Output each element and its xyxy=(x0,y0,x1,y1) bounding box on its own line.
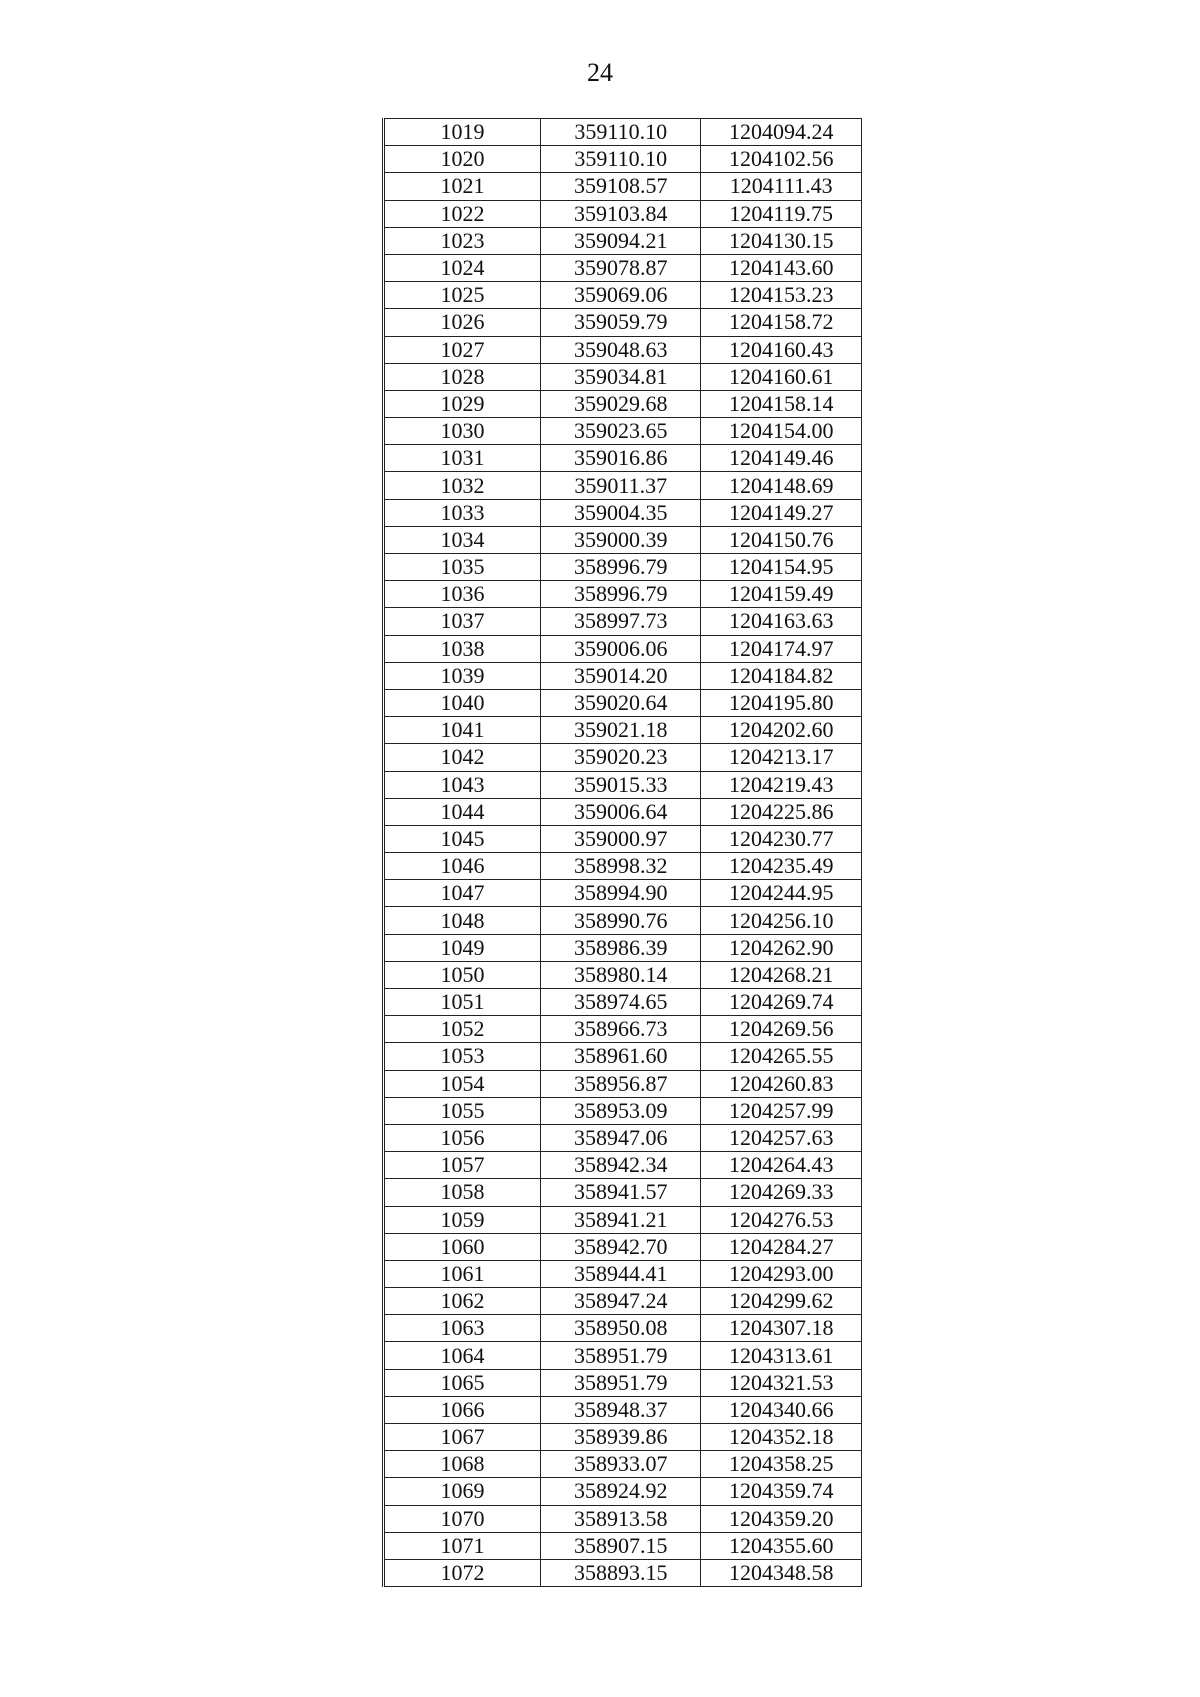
point-number-cell: 1048 xyxy=(384,907,541,934)
x-coordinate-cell: 359014.20 xyxy=(541,662,701,689)
point-number-cell: 1066 xyxy=(384,1396,541,1423)
y-coordinate-cell: 1204230.77 xyxy=(701,825,862,852)
table-row xyxy=(384,689,862,716)
y-coordinate-cell: 1204348.58 xyxy=(701,1559,862,1586)
table-row xyxy=(384,336,862,363)
point-number-cell: 1020 xyxy=(384,146,541,173)
table-row xyxy=(384,989,862,1016)
table-row xyxy=(384,934,862,961)
point-number-cell: 1033 xyxy=(384,499,541,526)
table-row xyxy=(384,635,862,662)
point-number-cell: 1038 xyxy=(384,635,541,662)
point-number-cell: 1024 xyxy=(384,254,541,281)
y-coordinate-cell: 1204160.61 xyxy=(701,363,862,390)
x-coordinate-cell: 358996.79 xyxy=(541,581,701,608)
table-row xyxy=(384,445,862,472)
table-row xyxy=(384,581,862,608)
y-coordinate-cell: 1204355.60 xyxy=(701,1532,862,1559)
point-number-cell: 1023 xyxy=(384,227,541,254)
point-number-cell: 1041 xyxy=(384,717,541,744)
x-coordinate-cell: 358941.57 xyxy=(541,1179,701,1206)
y-coordinate-cell: 1204225.86 xyxy=(701,798,862,825)
table-row xyxy=(384,771,862,798)
y-coordinate-cell: 1204153.23 xyxy=(701,282,862,309)
x-coordinate-cell: 359011.37 xyxy=(541,472,701,499)
x-coordinate-cell: 358948.37 xyxy=(541,1396,701,1423)
table-row xyxy=(384,961,862,988)
table-row xyxy=(384,1097,862,1124)
x-coordinate-cell: 359048.63 xyxy=(541,336,701,363)
point-number-cell: 1067 xyxy=(384,1424,541,1451)
point-number-cell: 1068 xyxy=(384,1451,541,1478)
y-coordinate-cell: 1204264.43 xyxy=(701,1152,862,1179)
y-coordinate-cell: 1204143.60 xyxy=(701,254,862,281)
point-number-cell: 1019 xyxy=(384,119,541,146)
y-coordinate-cell: 1204321.53 xyxy=(701,1369,862,1396)
table-row xyxy=(384,119,862,146)
y-coordinate-cell: 1204293.00 xyxy=(701,1260,862,1287)
x-coordinate-cell: 359078.87 xyxy=(541,254,701,281)
table-row xyxy=(384,1342,862,1369)
point-number-cell: 1035 xyxy=(384,554,541,581)
point-number-cell: 1064 xyxy=(384,1342,541,1369)
point-number-cell: 1029 xyxy=(384,390,541,417)
table-row xyxy=(384,1179,862,1206)
x-coordinate-cell: 358947.06 xyxy=(541,1124,701,1151)
point-number-cell: 1058 xyxy=(384,1179,541,1206)
x-coordinate-cell: 358939.86 xyxy=(541,1424,701,1451)
page-number: 24 xyxy=(587,58,613,87)
x-coordinate-cell: 358942.34 xyxy=(541,1152,701,1179)
table-row xyxy=(384,608,862,635)
point-number-cell: 1034 xyxy=(384,526,541,553)
y-coordinate-cell: 1204163.63 xyxy=(701,608,862,635)
x-coordinate-cell: 359020.23 xyxy=(541,744,701,771)
y-coordinate-cell: 1204158.14 xyxy=(701,390,862,417)
x-coordinate-cell: 358951.79 xyxy=(541,1342,701,1369)
x-coordinate-cell: 358994.90 xyxy=(541,880,701,907)
x-coordinate-cell: 358893.15 xyxy=(541,1559,701,1586)
x-coordinate-cell: 358942.70 xyxy=(541,1233,701,1260)
table-row xyxy=(384,1260,862,1287)
table-row xyxy=(384,363,862,390)
x-coordinate-cell: 358996.79 xyxy=(541,554,701,581)
y-coordinate-cell: 1204213.17 xyxy=(701,744,862,771)
x-coordinate-cell: 359103.84 xyxy=(541,200,701,227)
point-number-cell: 1062 xyxy=(384,1288,541,1315)
point-number-cell: 1027 xyxy=(384,336,541,363)
table-row xyxy=(384,1043,862,1070)
x-coordinate-cell: 358966.73 xyxy=(541,1016,701,1043)
table-row xyxy=(384,200,862,227)
point-number-cell: 1047 xyxy=(384,880,541,907)
y-coordinate-cell: 1204148.69 xyxy=(701,472,862,499)
y-coordinate-cell: 1204358.25 xyxy=(701,1451,862,1478)
table-row xyxy=(384,472,862,499)
table-row xyxy=(384,418,862,445)
x-coordinate-cell: 358950.08 xyxy=(541,1315,701,1342)
point-number-cell: 1070 xyxy=(384,1505,541,1532)
y-coordinate-cell: 1204174.97 xyxy=(701,635,862,662)
x-coordinate-cell: 358974.65 xyxy=(541,989,701,1016)
y-coordinate-cell: 1204102.56 xyxy=(701,146,862,173)
y-coordinate-cell: 1204340.66 xyxy=(701,1396,862,1423)
x-coordinate-cell: 359015.33 xyxy=(541,771,701,798)
point-number-cell: 1043 xyxy=(384,771,541,798)
y-coordinate-cell: 1204352.18 xyxy=(701,1424,862,1451)
y-coordinate-cell: 1204257.63 xyxy=(701,1124,862,1151)
point-number-cell: 1054 xyxy=(384,1070,541,1097)
table-row xyxy=(384,254,862,281)
y-coordinate-cell: 1204269.56 xyxy=(701,1016,862,1043)
point-number-cell: 1055 xyxy=(384,1097,541,1124)
point-number-cell: 1021 xyxy=(384,173,541,200)
point-number-cell: 1042 xyxy=(384,744,541,771)
x-coordinate-cell: 359110.10 xyxy=(541,119,701,146)
point-number-cell: 1031 xyxy=(384,445,541,472)
x-coordinate-cell: 359006.06 xyxy=(541,635,701,662)
table-row xyxy=(384,853,862,880)
table-row xyxy=(384,907,862,934)
y-coordinate-cell: 1204094.24 xyxy=(701,119,862,146)
y-coordinate-cell: 1204158.72 xyxy=(701,309,862,336)
y-coordinate-cell: 1204154.00 xyxy=(701,418,862,445)
table-row xyxy=(384,1478,862,1505)
x-coordinate-cell: 359006.64 xyxy=(541,798,701,825)
x-coordinate-cell: 359034.81 xyxy=(541,363,701,390)
y-coordinate-cell: 1204160.43 xyxy=(701,336,862,363)
x-coordinate-cell: 358953.09 xyxy=(541,1097,701,1124)
x-coordinate-cell: 358947.24 xyxy=(541,1288,701,1315)
table-row xyxy=(384,173,862,200)
table-row xyxy=(384,1152,862,1179)
y-coordinate-cell: 1204235.49 xyxy=(701,853,862,880)
table-row xyxy=(384,309,862,336)
y-coordinate-cell: 1204219.43 xyxy=(701,771,862,798)
x-coordinate-cell: 359108.57 xyxy=(541,173,701,200)
y-coordinate-cell: 1204150.76 xyxy=(701,526,862,553)
y-coordinate-cell: 1204256.10 xyxy=(701,907,862,934)
point-number-cell: 1056 xyxy=(384,1124,541,1151)
x-coordinate-cell: 358944.41 xyxy=(541,1260,701,1287)
point-number-cell: 1061 xyxy=(384,1260,541,1287)
x-coordinate-cell: 358907.15 xyxy=(541,1532,701,1559)
x-coordinate-cell: 359029.68 xyxy=(541,390,701,417)
x-coordinate-cell: 359020.64 xyxy=(541,689,701,716)
x-coordinate-cell: 359069.06 xyxy=(541,282,701,309)
y-coordinate-cell: 1204202.60 xyxy=(701,717,862,744)
point-number-cell: 1053 xyxy=(384,1043,541,1070)
y-coordinate-cell: 1204284.27 xyxy=(701,1233,862,1260)
y-coordinate-cell: 1204111.43 xyxy=(701,173,862,200)
point-number-cell: 1050 xyxy=(384,961,541,988)
y-coordinate-cell: 1204269.33 xyxy=(701,1179,862,1206)
table-row xyxy=(384,744,862,771)
point-number-cell: 1025 xyxy=(384,282,541,309)
point-number-cell: 1069 xyxy=(384,1478,541,1505)
point-number-cell: 1057 xyxy=(384,1152,541,1179)
x-coordinate-cell: 358933.07 xyxy=(541,1451,701,1478)
table-row xyxy=(384,1016,862,1043)
x-coordinate-cell: 359023.65 xyxy=(541,418,701,445)
y-coordinate-cell: 1204195.80 xyxy=(701,689,862,716)
point-number-cell: 1028 xyxy=(384,363,541,390)
x-coordinate-cell: 358961.60 xyxy=(541,1043,701,1070)
y-coordinate-cell: 1204149.46 xyxy=(701,445,862,472)
table-row xyxy=(384,1206,862,1233)
y-coordinate-cell: 1204359.74 xyxy=(701,1478,862,1505)
table-row xyxy=(384,1559,862,1586)
y-coordinate-cell: 1204265.55 xyxy=(701,1043,862,1070)
table-row xyxy=(384,282,862,309)
y-coordinate-cell: 1204119.75 xyxy=(701,200,862,227)
y-coordinate-cell: 1204154.95 xyxy=(701,554,862,581)
point-number-cell: 1039 xyxy=(384,662,541,689)
point-number-cell: 1060 xyxy=(384,1233,541,1260)
table-row xyxy=(384,717,862,744)
point-number-cell: 1051 xyxy=(384,989,541,1016)
point-number-cell: 1065 xyxy=(384,1369,541,1396)
table-row xyxy=(384,499,862,526)
x-coordinate-cell: 358941.21 xyxy=(541,1206,701,1233)
x-coordinate-cell: 359000.39 xyxy=(541,526,701,553)
point-number-cell: 1071 xyxy=(384,1532,541,1559)
point-number-cell: 1044 xyxy=(384,798,541,825)
x-coordinate-cell: 358913.58 xyxy=(541,1505,701,1532)
table-row xyxy=(384,1288,862,1315)
point-number-cell: 1059 xyxy=(384,1206,541,1233)
table-row xyxy=(384,390,862,417)
y-coordinate-cell: 1204130.15 xyxy=(701,227,862,254)
table-row xyxy=(384,880,862,907)
x-coordinate-cell: 359016.86 xyxy=(541,445,701,472)
table-row xyxy=(384,1233,862,1260)
table-row xyxy=(384,1124,862,1151)
x-coordinate-cell: 358998.32 xyxy=(541,853,701,880)
y-coordinate-cell: 1204244.95 xyxy=(701,880,862,907)
point-number-cell: 1037 xyxy=(384,608,541,635)
coordinates-table xyxy=(382,118,862,1587)
point-number-cell: 1049 xyxy=(384,934,541,961)
point-number-cell: 1063 xyxy=(384,1315,541,1342)
y-coordinate-cell: 1204359.20 xyxy=(701,1505,862,1532)
table-row xyxy=(384,1396,862,1423)
y-coordinate-cell: 1204276.53 xyxy=(701,1206,862,1233)
table-row xyxy=(384,1369,862,1396)
y-coordinate-cell: 1204149.27 xyxy=(701,499,862,526)
point-number-cell: 1026 xyxy=(384,309,541,336)
point-number-cell: 1045 xyxy=(384,825,541,852)
y-coordinate-cell: 1204159.49 xyxy=(701,581,862,608)
table-row xyxy=(384,227,862,254)
x-coordinate-cell: 358980.14 xyxy=(541,961,701,988)
point-number-cell: 1072 xyxy=(384,1559,541,1586)
table-row xyxy=(384,825,862,852)
table-row xyxy=(384,526,862,553)
table-row xyxy=(384,1070,862,1097)
point-number-cell: 1030 xyxy=(384,418,541,445)
x-coordinate-cell: 359004.35 xyxy=(541,499,701,526)
point-number-cell: 1052 xyxy=(384,1016,541,1043)
table-row xyxy=(384,662,862,689)
table-row xyxy=(384,1505,862,1532)
x-coordinate-cell: 359021.18 xyxy=(541,717,701,744)
point-number-cell: 1032 xyxy=(384,472,541,499)
y-coordinate-cell: 1204269.74 xyxy=(701,989,862,1016)
y-coordinate-cell: 1204299.62 xyxy=(701,1288,862,1315)
y-coordinate-cell: 1204307.18 xyxy=(701,1315,862,1342)
y-coordinate-cell: 1204262.90 xyxy=(701,934,862,961)
x-coordinate-cell: 359059.79 xyxy=(541,309,701,336)
x-coordinate-cell: 358997.73 xyxy=(541,608,701,635)
x-coordinate-cell: 358986.39 xyxy=(541,934,701,961)
point-number-cell: 1046 xyxy=(384,853,541,880)
table-row xyxy=(384,1532,862,1559)
point-number-cell: 1022 xyxy=(384,200,541,227)
y-coordinate-cell: 1204268.21 xyxy=(701,961,862,988)
point-number-cell: 1036 xyxy=(384,581,541,608)
x-coordinate-cell: 358956.87 xyxy=(541,1070,701,1097)
y-coordinate-cell: 1204260.83 xyxy=(701,1070,862,1097)
point-number-cell: 1040 xyxy=(384,689,541,716)
table-row xyxy=(384,798,862,825)
table-row xyxy=(384,1315,862,1342)
x-coordinate-cell: 359000.97 xyxy=(541,825,701,852)
x-coordinate-cell: 358924.92 xyxy=(541,1478,701,1505)
table-row xyxy=(384,1451,862,1478)
x-coordinate-cell: 358990.76 xyxy=(541,907,701,934)
y-coordinate-cell: 1204184.82 xyxy=(701,662,862,689)
y-coordinate-cell: 1204257.99 xyxy=(701,1097,862,1124)
x-coordinate-cell: 359110.10 xyxy=(541,146,701,173)
table-row xyxy=(384,146,862,173)
table-row xyxy=(384,554,862,581)
y-coordinate-cell: 1204313.61 xyxy=(701,1342,862,1369)
coordinates-table-body xyxy=(384,119,862,1587)
x-coordinate-cell: 359094.21 xyxy=(541,227,701,254)
table-row xyxy=(384,1424,862,1451)
x-coordinate-cell: 358951.79 xyxy=(541,1369,701,1396)
